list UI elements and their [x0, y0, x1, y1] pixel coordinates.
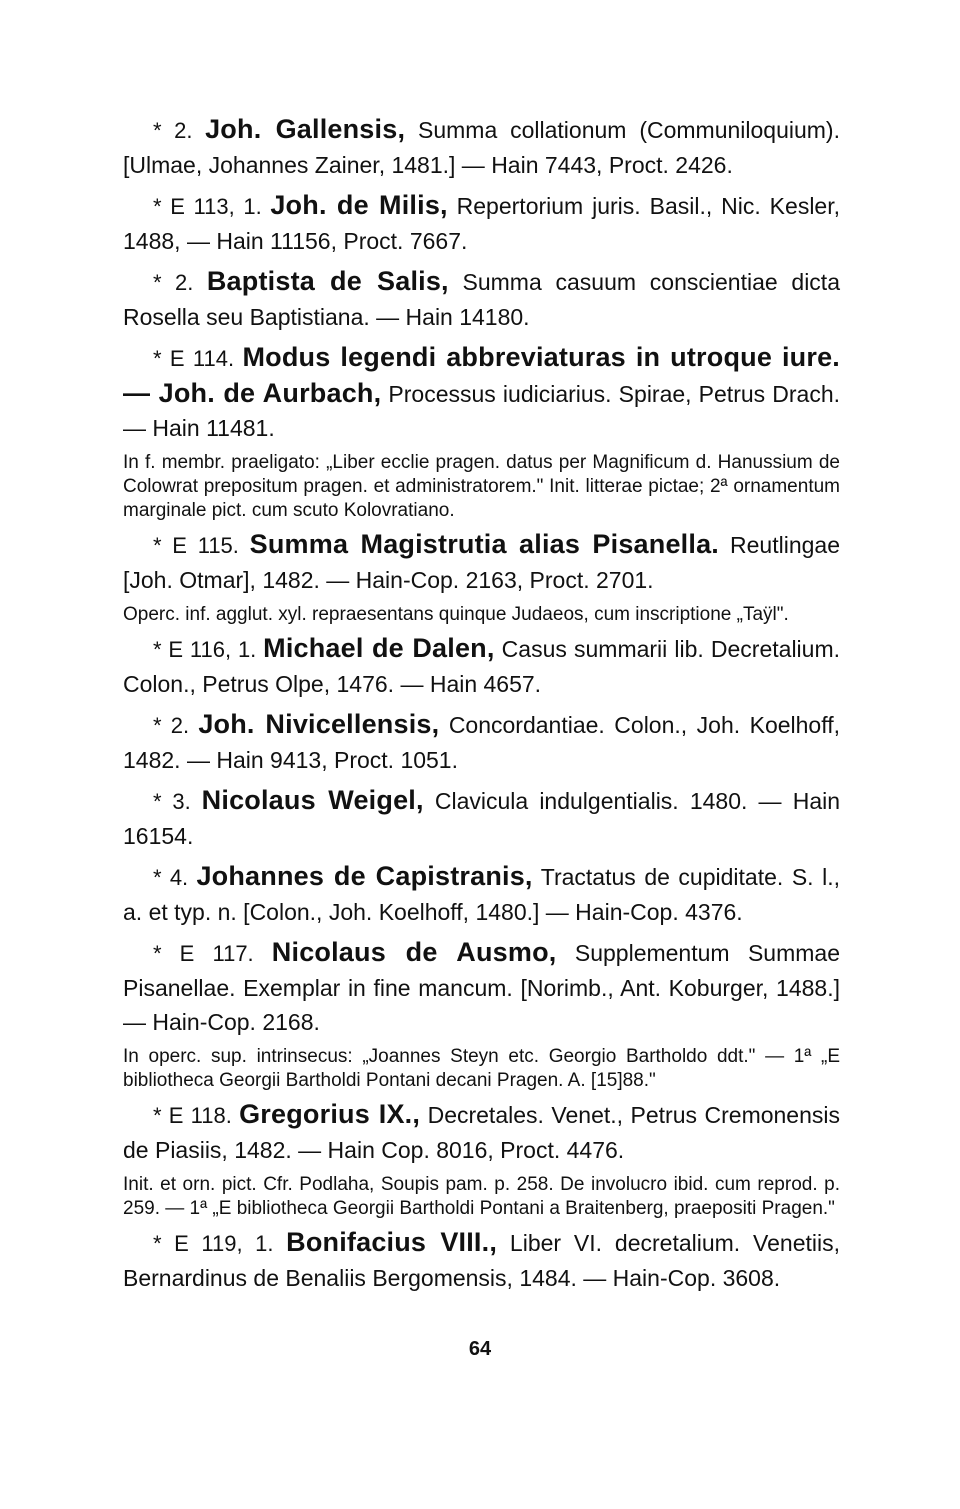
entry-number: * E 118. — [153, 1103, 240, 1128]
entry-number: * E 119, 1. — [153, 1231, 287, 1256]
catalog-entry — [123, 1097, 840, 1167]
entry-heading: Joh. Gallensis, — [205, 114, 406, 144]
page-content — [123, 112, 840, 1295]
entry-number: * E 113, 1. — [153, 194, 271, 219]
entry-text: Tractatus de cupiditate. S. l., a. et typ. n. [Colon., Joh. Koelhoff, 1480.] — Hain-Cop. 4376. — [123, 864, 840, 925]
entry-number: * E 117. — [153, 941, 272, 966]
entry-number: * 2. — [153, 118, 206, 143]
entry-number: * 4. — [153, 865, 197, 890]
entry-note: Init. et orn. pict. Cfr. Podlaha, Soupis pam. p. 258. De involucro ibid. cum reprod. p. 259. — 1ª „E bibliotheca Georgii Bartholdi Pontani a Braitenberg, praepositi Pragen." — [123, 1174, 840, 1219]
catalog-entry — [123, 340, 840, 445]
catalog-entry — [123, 112, 840, 182]
entry-number: * E 115. — [153, 533, 250, 558]
entry-text: Processus iudiciarius. Spirae, Petrus Drach. — Hain 11481. — [123, 381, 840, 441]
entry-heading: Bonifacius VIII., — [286, 1227, 498, 1257]
entry-number: * 2. — [153, 713, 199, 738]
entry-note: In f. membr. praeligato: „Liber ecclie pragen. datus per Magnificum d. Hanussium de Colowrat prepositum pragen. et administratorem." Init. litterae pictae; 2ª ornamentum marginale pict. cum scuto Kolovratiano. — [123, 452, 840, 521]
entry-text: Liber VI. decretalium. Venetiis, Bernardinus de Benaliis Bergomensis, 1484. — Hain-Cop. 3608. — [123, 1230, 840, 1291]
catalog-entry — [123, 935, 840, 1039]
entry-heading: Nicolaus de Ausmo, — [271, 937, 557, 967]
entry-heading: Baptista de Salis, — [206, 266, 449, 296]
entry-heading: Nicolaus Weigel, — [201, 785, 424, 815]
entry-heading: Gregorius IX., — [239, 1099, 421, 1129]
entry-note: Operc. inf. agglut. xyl. repraesentans quinque Judaeos, cum inscriptione „Taÿl". — [123, 604, 789, 625]
entry-number: * 3. — [153, 789, 202, 814]
entry-text: Clavicula indulgentialis. 1480. — Hain 16154. — [123, 788, 841, 849]
entry-text: Summa collationum (Communiloquium). [Ulmae, Johannes Zainer, 1481.] — Hain 7443, Proct. 2426. — [123, 117, 840, 178]
entry-text: Reutlingae [Joh. Otmar], 1482. — Hain-Cop. 2163, Proct. 2701. — [123, 532, 840, 593]
entry-text: Supplementum Summae Pisanellae. Exemplar in fine mancum. [Norimb., Ant. Koburger, 1488.] — Hain-Cop. 2168. — [123, 940, 841, 1035]
entry-heading: Joh. de Milis, — [270, 190, 448, 220]
entry-text: Casus summarii lib. Decretalium. Colon., Petrus Olpe, 1476. — Hain 4657. — [123, 636, 840, 697]
entry-heading: Modus legendi abbreviaturas in utroque iure. — Joh. de Aurbach, — [123, 342, 840, 408]
entry-note: In operc. sup. intrinsecus: „Joannes Steyn etc. Georgio Bartholdo ddt." — 1ª „E bibliotheca Georgii Bartholdi Pontani decani Pragen. A. [15]88." — [123, 1046, 840, 1091]
entry-text: Repertorium juris. Basil., Nic. Kesler, 1488, — Hain 11156, Proct. 7667. — [123, 193, 840, 254]
catalog-entry — [123, 859, 840, 929]
catalog-entry — [123, 707, 840, 777]
catalog-entry — [123, 527, 840, 597]
entry-heading: Joh. Nivicellensis, — [198, 709, 440, 739]
entry-text: Decretales. Venet., Petrus Cremonensis de Piasiis, 1482. — Hain Cop. 8016, Proct. 4476. — [123, 1102, 841, 1163]
entry-number: * E 116, 1. — [153, 637, 264, 662]
catalog-entry — [123, 264, 840, 334]
entry-text: Summa casuum conscientiae dicta Rosella seu Baptistiana. — Hain 14180. — [123, 269, 840, 330]
page-number: 64 — [468, 1338, 492, 1360]
entry-heading: Michael de Dalen, — [263, 633, 495, 663]
entry-number: * E 114. — [153, 346, 243, 371]
entry-heading: Summa Magistrutia alias Pisanella. — [249, 529, 719, 559]
entry-heading: Johannes de Capistranis, — [196, 861, 533, 891]
catalog-entry — [123, 1225, 840, 1295]
entry-text: Concordantiae. Colon., Joh. Koelhoff, 1482. — Hain 9413, Proct. 1051. — [123, 712, 840, 773]
catalog-entry — [123, 188, 840, 258]
catalog-entry — [123, 783, 840, 853]
entry-number: * 2. — [153, 270, 207, 295]
catalog-entry — [123, 631, 840, 701]
